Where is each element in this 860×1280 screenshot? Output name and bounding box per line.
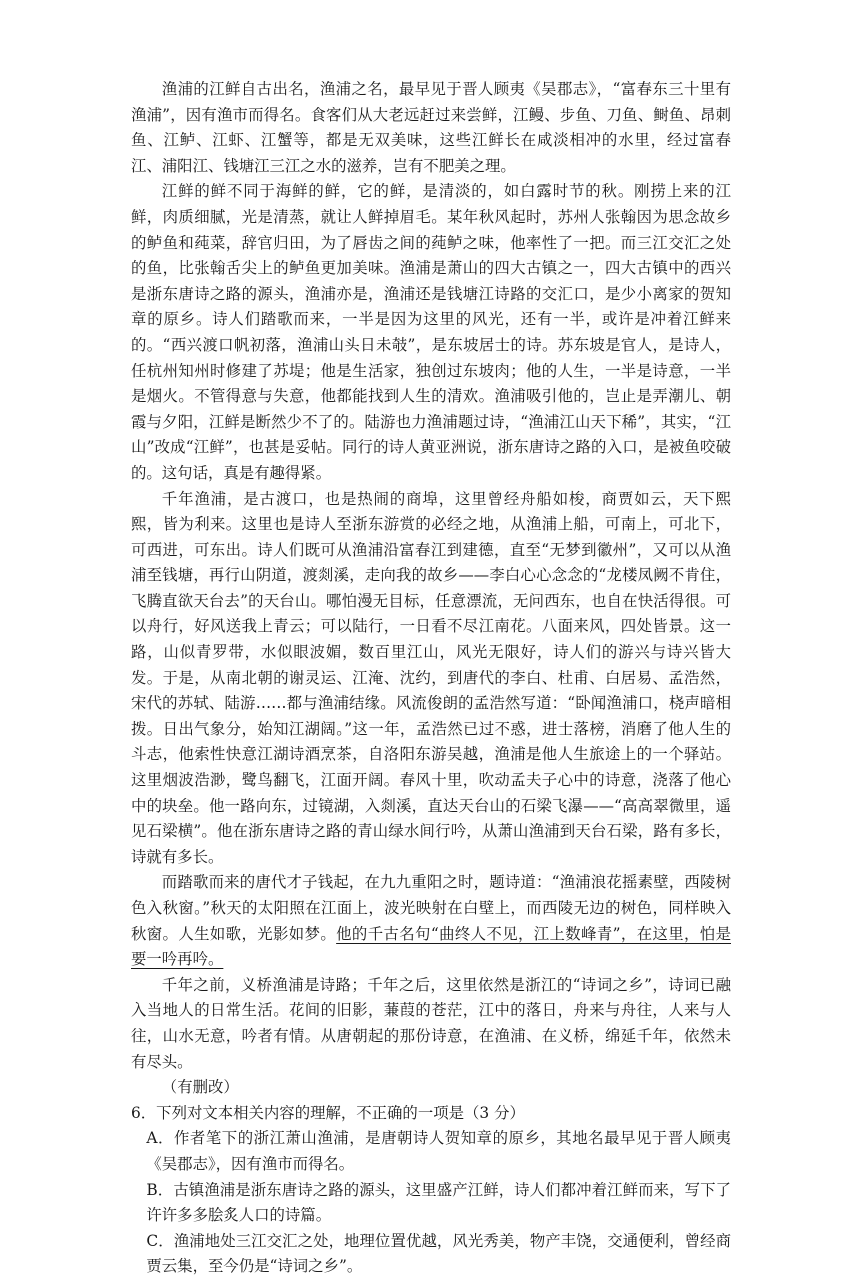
passage-paragraph-5: 千年之前，义桥渔浦是诗路；千年之后，这里依然是浙江的“诗词之乡”，诗词已融入当地人的日常生活。花间的旧影，蒹葭的苍茫，江中的落日，舟来与舟往，人来与人往，山水无意，吟者有情。从唐朝起的那份诗意，在渔浦、在义桥，绵延千年，依然未有尽头。 xyxy=(131,975,731,1071)
paragraph-4-text: 而踏歌而来的唐代才子钱起，在九九重阳之时，题诗道：“渔浦浪花摇素壁，西陵树色入秋窗。”秋天的太阳照在江面上，波光映射在白壁上，而西陵无边的树色，同样映入秋窗。人生如歌，光影如梦。 xyxy=(131,873,731,943)
option-b-text: 古镇渔浦是浙东唐诗之路的源头，这里盛产江鲜，诗人们都冲着江鲜而来，写下了许许多多脍炙人口的诗篇。 xyxy=(146,1180,731,1225)
underlined-sentence: 他的千古名句“曲终人不见，江上数峰青”，在这里，怕是要一吟再吟。 xyxy=(131,924,731,969)
source-note: （有删改） xyxy=(161,1078,239,1097)
option-a-text: 作者笔下的浙江萧山渔浦，是唐朝诗人贺知章的原乡，其地名最早见于晋人顾夷《吴郡志》，因有渔市而得名。 xyxy=(146,1129,731,1173)
option-b xyxy=(131,1178,731,1229)
reading-passage xyxy=(131,77,731,1280)
option-a xyxy=(131,1126,731,1177)
passage-paragraph-1: 渔浦的江鲜自古出名，渔浦之名，最早见于晋人顾夷《吴郡志》，“富春东三十里有渔浦”，因有渔市而得名。食客们从大老远赶过来尝鲜，江鳗、步鱼、刀鱼、鲥鱼、昂刺鱼、江鲈、江虾、江蟹等，都是无双美味，这些江鲜长在咸淡相冲的水里，经过富春江、浦阳江、钱塘江三江之水的滋养，岂有不肥美之理。 xyxy=(131,80,731,175)
passage-paragraph-3: 千年渔浦，是古渡口，也是热闹的商埠，这里曾经舟船如梭，商贾如云，天下熙熙，皆为利来。这里也是诗人至浙东游赏的必经之地，从渔浦上船，可南上，可北下，可西进，可东出。诗人们既可从渔浦沿富春江到建德，直至“无梦到徽州”，又可以从渔浦至钱塘，再行山阴道，渡剡溪，走向我的故乡——李白心心念念的“龙楼凤阙不肯住，飞腾直欲天台去”的天台山。哪怕漫无目标，任意漂流，无问西东，也自在快活得很。可以舟行，好风送我上青云；可以陆行，一日看不尽江南花。八面来风，四处皆景。这一路，山似青罗带，水似眼波媚，数百里江山，风光无限好，诗人们的游兴与诗兴皆大发。于是，从南北朝的谢灵运、江淹、沈约，到唐代的李白、杜甫、白居易、孟浩然，宋代的苏轼、陆游……都与渔浦结缘。风流俊朗的孟浩然写道：“卧闻渔浦口，桡声暗相拨。日出气象分，始知江湖阔。”这一年，孟浩然已过不惑，进士落榜，消磨了他人生的斗志，他索性快意江湖诗酒烹茶，自洛阳东游吴越，渔浦是他人生旅途上的一个驿站。这里烟波浩渺，鹭鸟翻飞，江面开阔。春风十里，吹动孟夫子心中的诗意，浇落了他心中的块垒。他一路向东，过镜湖，入剡溪，直达天台山的石梁飞瀑——“高高翠微里，遥见石梁横”。他在浙东唐诗之路的青山绿水间行吟，从萧山渔浦到天台石梁，路有多长，诗就有多长。 xyxy=(131,489,731,866)
passage-paragraph-2: 江鲜的鲜不同于海鲜的鲜，它的鲜，是清淡的，如白露时节的秋。刚捞上来的江鲜，肉质细腻，光是清蒸，就让人鲜掉眉毛。某年秋风起时，苏州人张翰因为思念故乡的鲈鱼和莼菜，辞官归田，为了唇齿之间的莼鲈之味，他率性了一把。而三江交汇之处的鱼，比张翰舌尖上的鲈鱼更加美味。渔浦是萧山的四大古镇之一，四大古镇中的西兴是浙东唐诗之路的源头，渔浦亦是，渔浦还是钱塘江诗路的交汇口，是少小离家的贺知章的原乡。诗人们踏歌而来，一半是因为这里的风光，还有一半，或许是冲着江鲜来的。“西兴渡口帆初落，渔浦山头日未攲”，是东坡居士的诗。苏东坡是官人，是诗人，任杭州知州时修建了苏堤；他是生活家，独创过东坡肉；他的人生，一半是诗意，一半是烟火。不管得意与失意，他都能找到人生的清欢。渔浦吸引他的，岂止是弄潮儿、朝霞与夕阳，江鲜是断然少不了的。陆游也力渔浦题过诗，“渔浦江山天下稀”，其实，“江山”改成“江鲜”，也甚是妥帖。同行的诗人黄亚洲说，浙东唐诗之路的入口，是被鱼咬破的。这句话，真是有趣得紧。 xyxy=(131,182,731,482)
question-6-stem: 6．下列对文本相关内容的理解，不正确的一项是（3 分） xyxy=(131,1103,525,1122)
passage-paragraph-4 xyxy=(131,870,731,972)
option-a-letter: A． xyxy=(146,1129,174,1148)
option-c-text: 渔浦地处三江交汇之处，地理位置优越，风光秀美，物产丰饶，交通便利，曾经商贾云集，至今仍是“诗词之乡”。 xyxy=(146,1231,731,1276)
option-c xyxy=(131,1229,731,1280)
option-b-letter: B． xyxy=(146,1180,174,1199)
option-c-letter: C． xyxy=(146,1231,174,1250)
